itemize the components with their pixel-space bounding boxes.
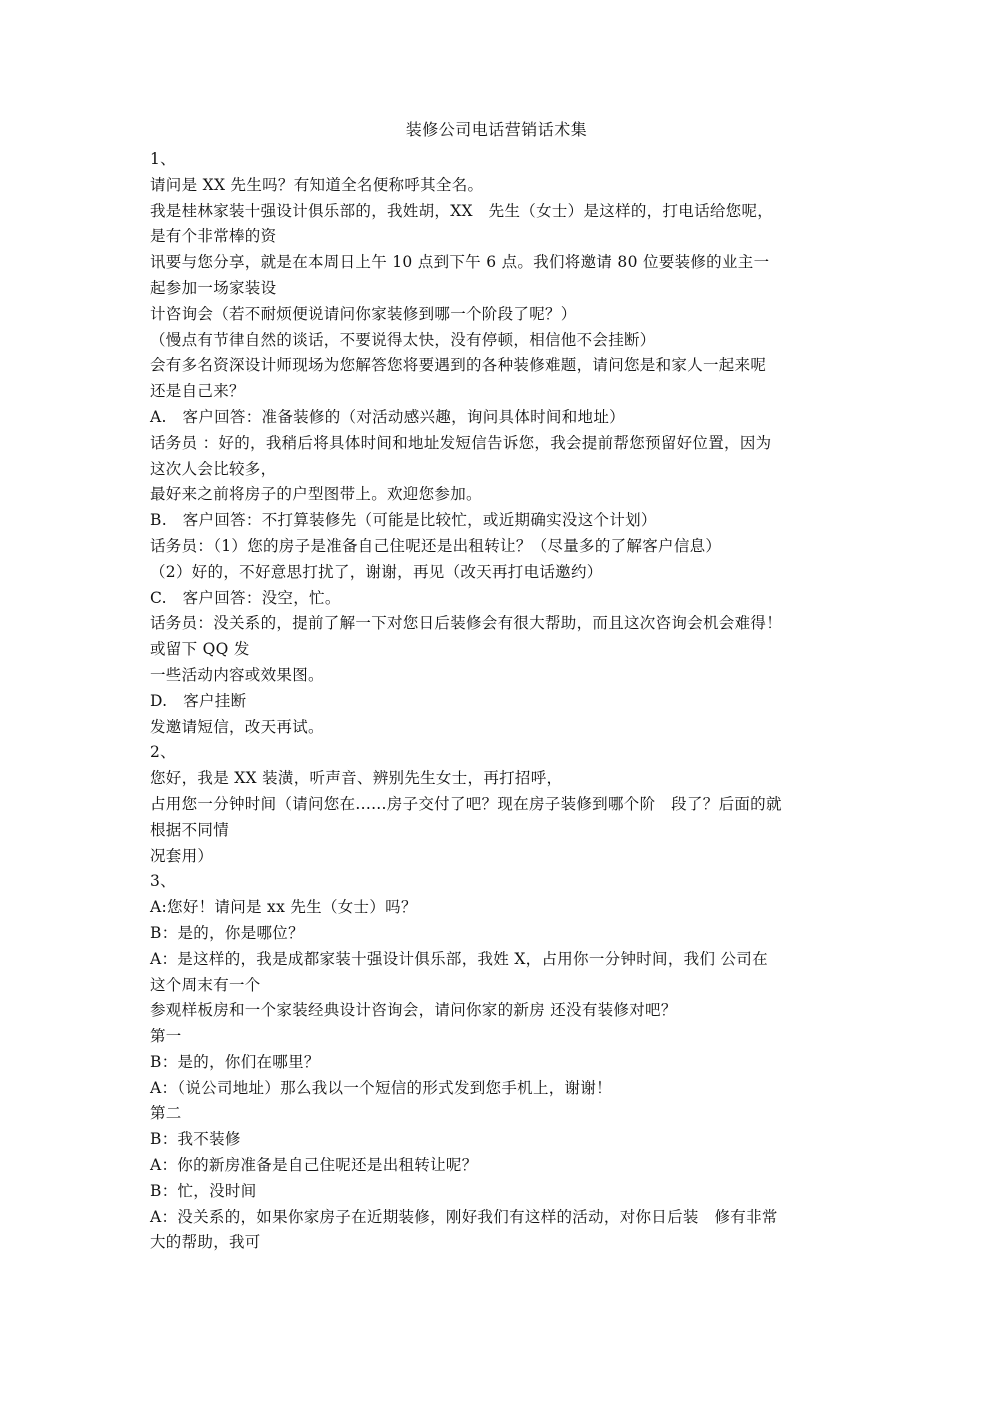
text-line: 第一 [150,1027,182,1046]
text-line: 3、 [150,872,176,891]
text-line: B：是的，你们在哪里？ [150,1052,320,1071]
text-line: 讯要与您分享，就是在本周日上午 10 点到下午 6 点。我们将邀请 80 位要装修的业主一 [150,253,770,272]
text-line: B：是的，你是哪位？ [150,923,304,942]
text-line: 话务员：（1）您的房子是准备自己住呢还是出租转让？（尽量多的了解客户信息） [150,536,722,555]
text-line: （2）好的，不好意思打扰了，谢谢，再见（改天再打电话邀约） [150,562,603,581]
text-line: 这次人会比较多， [150,459,277,478]
text-line: D. 客户挂断 [150,691,247,710]
text-line: A：你的新房准备是自己住呢还是出租转让呢？ [150,1156,478,1175]
text-line: B：我不装修 [150,1130,241,1149]
text-line: 最好来之前将房子的户型图带上。欢迎您参加。 [150,485,482,504]
text-line: A：（说公司地址）那么我以一个短信的形式发到您手机上，谢谢！ [150,1078,612,1097]
text-line: 话务员 ：好的，我稍后将具体时间和地址发短信告诉您，我会提前帮您预留好位置，因为 [150,433,772,452]
text-line: C. 客户回答：没空，忙。 [150,588,341,607]
text-line: 还是自己来？ [150,382,245,401]
document-title: 装修公司电话营销话术集 [405,120,588,139]
text-line: A：没关系的，如果你家房子在近期装修，刚好我们有这样的活动，对你日后装 修有非常 [150,1207,778,1226]
text-line: B. 客户回答：不打算装修先（可能是比较忙，或近期确实没这个计划） [150,511,657,530]
text-line: A：是这样的，我是成都家装十强设计俱乐部，我姓 X，占用你一分钟时间，我们 公司在 [150,949,768,968]
document-body [150,147,845,1256]
text-line: 会有多名资深设计师现场为您解答您将要遇到的各种装修难题，请问您是和家人一起来呢 [150,356,767,375]
text-line: （慢点有节律自然的谈话，不要说得太快，没有停顿，相信他不会挂断） [150,330,656,349]
text-line: 起参加一场家装设 [150,278,277,297]
text-line: 参观样板房和一个家装经典设计咨询会，请问你家的新房 还没有装修对吧？ [150,1001,677,1020]
text-line: 计咨询会（若不耐烦便说请问你家装修到哪一个阶段了呢？） [150,304,577,323]
text-line: 根据不同情 [150,820,230,839]
text-line: 是有个非常棒的资 [150,227,277,246]
text-line: 1、 [150,150,176,168]
text-line: 占用您一分钟时间（请问您在......房子交付了吧？现在房子装修到哪个阶 段了？后面的就 [150,794,782,813]
text-line: B：忙，没时间 [150,1181,257,1200]
text-line: 您好，我是 XX 装潢，听声音、辨别先生女士，再打招呼， [150,769,563,788]
text-line: A:您好！请问是 xx 先生（女士）吗？ [150,898,417,917]
text-line: A. 客户回答：准备装修的（对活动感兴趣，询问具体时间和地址） [150,407,625,426]
text-line: 请问是 XX 先生吗？有知道全名便称呼其全名。 [150,175,484,194]
text-line: 第二 [150,1104,182,1123]
text-line: 话务员：没关系的，提前了解一下对您日后装修会有很大帮助，而且这次咨询会机会难得！ [150,614,783,633]
text-line: 2、 [150,743,176,762]
text-line: 况套用） [150,846,214,865]
text-line: 大的帮助，我可 [150,1233,261,1252]
text-line: 或留下 QQ 发 [150,640,250,659]
text-line: 发邀请短信，改天再试。 [150,717,324,736]
text-line: 我是桂林家装十强设计俱乐部的，我姓胡，XX 先生（女士）是这样的，打电话给您呢， [150,201,774,220]
text-line: 一些活动内容或效果图。 [150,665,324,684]
text-line: 这个周末有一个 [150,975,261,994]
